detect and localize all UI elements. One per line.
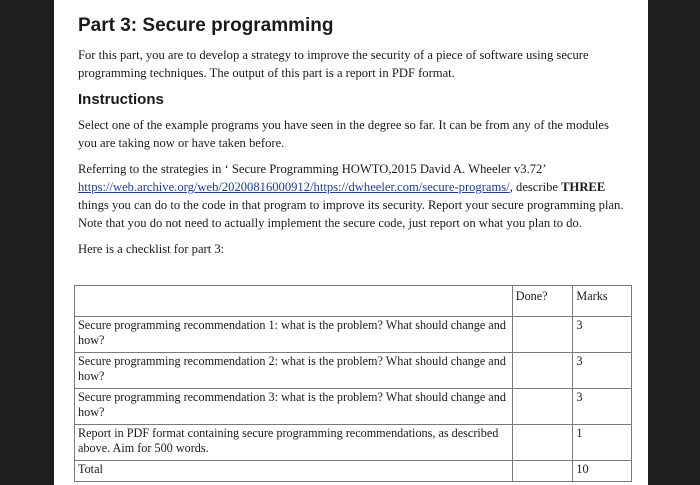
row-item: Secure programming recommendation 3: what is the problem? What should change and how?	[75, 389, 513, 425]
page-title: Part 3: Secure programming	[78, 15, 334, 36]
row-done	[512, 425, 573, 461]
row-marks: 3	[573, 353, 632, 389]
table-row	[75, 425, 632, 461]
table-row	[75, 461, 632, 482]
para2-after-link: , describe	[509, 180, 562, 194]
row-done	[512, 317, 573, 353]
table-row	[75, 389, 632, 425]
row-done	[512, 461, 573, 482]
document-page	[54, 0, 648, 485]
intro-paragraph: For this part, you are to develop a strategy to improve the security of a piece of software using secure programming techniques. The output of this part is a report in PDF format.	[78, 48, 589, 80]
row-item: Secure programming recommendation 2: what is the problem? What should change and how?	[75, 353, 513, 389]
table-row	[75, 353, 632, 389]
row-item: Total	[75, 461, 513, 482]
row-done	[512, 389, 573, 425]
para2-rest: things you can do to the code in that program to improve its security. Report your secure programming plan. Note that you do not need to actually implement the secure code, just report on what you plan to do.	[78, 198, 624, 230]
instructions-paragraph-2	[78, 160, 628, 232]
header-done: Done?	[512, 286, 573, 317]
para2-before-link: Referring to the strategies in ‘ Secure Programming HOWTO,2015 David A. Wheeler v3.72’	[78, 162, 546, 176]
checklist-table	[74, 285, 632, 482]
row-marks: 3	[573, 317, 632, 353]
row-marks: 10	[573, 461, 632, 482]
table-header-row	[75, 286, 632, 317]
row-marks: 3	[573, 389, 632, 425]
row-done	[512, 353, 573, 389]
document-content	[78, 14, 628, 266]
instructions-heading: Instructions	[78, 91, 164, 108]
secure-programs-link[interactable]: https://web.archive.org/web/20200816000912/https://dwheeler.com/secure-programs/	[78, 180, 510, 194]
table-row	[75, 317, 632, 353]
row-item: Secure programming recommendation 1: what is the problem? What should change and how?	[75, 317, 513, 353]
para2-bold-three: THREE	[561, 180, 606, 194]
header-item	[75, 286, 513, 317]
checklist-intro: Here is a checklist for part 3:	[78, 242, 225, 256]
header-marks: Marks	[573, 286, 632, 317]
row-item: Report in PDF format containing secure programming recommendations, as described above. Aim for 500 words.	[75, 425, 513, 461]
row-marks: 1	[573, 425, 632, 461]
instructions-paragraph-1: Select one of the example programs you have seen in the degree so far. It can be from any of the modules you are taking now or have taken before.	[78, 118, 609, 150]
